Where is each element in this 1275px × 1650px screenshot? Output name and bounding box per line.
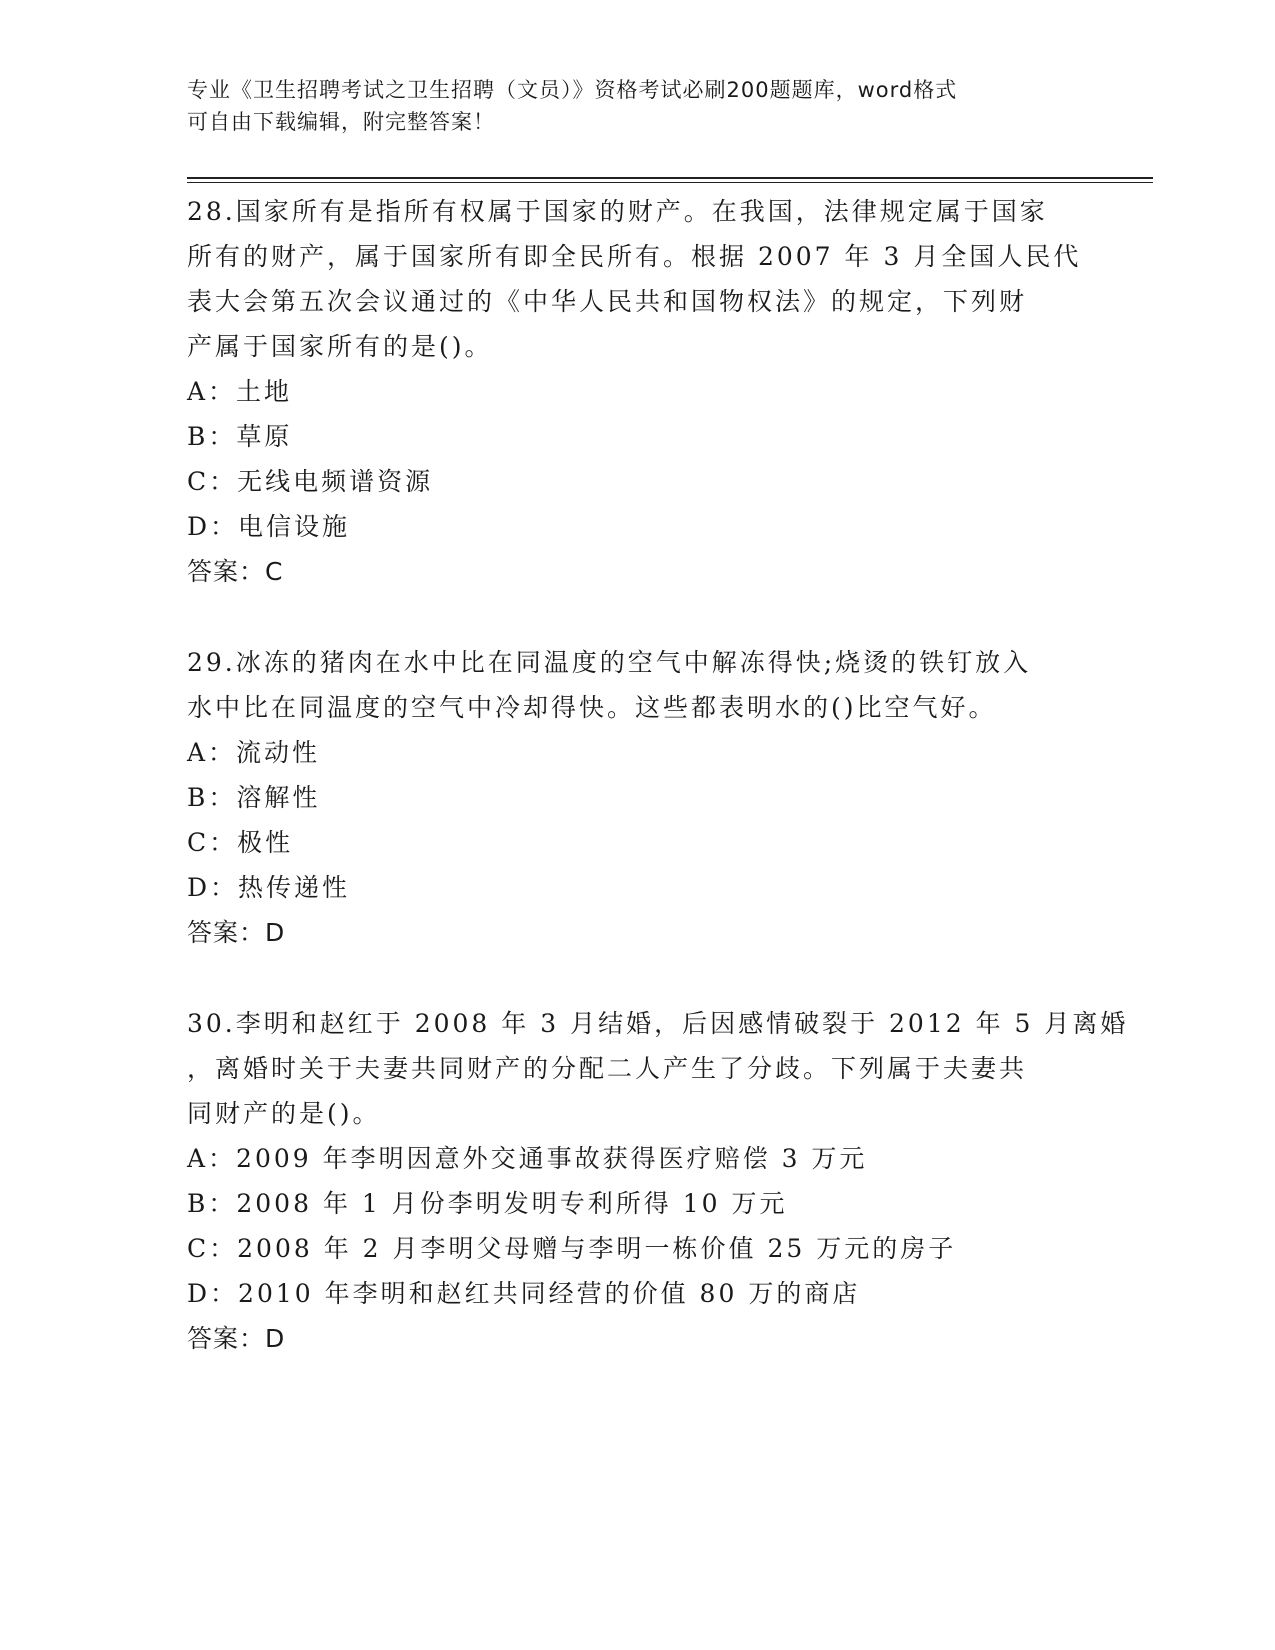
- question-29: [187, 640, 1087, 955]
- option-d: D：2010 年李明和赵红共同经营的价值 80 万的商店: [187, 1279, 861, 1308]
- answer-line: 答案：C: [187, 557, 284, 586]
- option-a: A：2009 年李明因意外交通事故获得医疗赔偿 3 万元: [187, 1144, 868, 1173]
- header-line: 可自由下载编辑，附完整答案！: [187, 110, 495, 134]
- option-d: D：热传递性: [187, 873, 351, 902]
- header-line: 专业《卫生招聘考试之卫生招聘（文员）》资格考试必刷200题题库，word格式: [187, 78, 958, 102]
- answer-line: 答案：D: [187, 1324, 286, 1353]
- option-b: B：草原: [187, 422, 293, 451]
- stem-line: 同财产的是()。: [187, 1099, 381, 1128]
- answer-line: 答案：D: [187, 918, 286, 947]
- stem-line: 29.冰冻的猪肉在水中比在同温度的空气中解冻得快;烧烫的铁钉放入: [187, 648, 1032, 677]
- option-c: C：2008 年 2 月李明父母赠与李明一栋价值 25 万元的房子: [187, 1234, 957, 1263]
- stem-line: 30.李明和赵红于 2008 年 3 月结婚，后因感情破裂于 2012 年 5 月离婚: [187, 1009, 1129, 1038]
- stem-line: 水中比在同温度的空气中冷却得快。这些都表明水的()比空气好。: [187, 693, 997, 722]
- question-28: [187, 189, 1087, 594]
- option-c: C：极性: [187, 828, 294, 857]
- question-list: [187, 189, 1129, 1361]
- option-b: B：2008 年 1 月份李明发明专利所得 10 万元: [187, 1189, 788, 1218]
- option-a: A：土地: [187, 377, 293, 406]
- header-divider-thick: [187, 177, 1153, 179]
- option-a: A：流动性: [187, 738, 321, 767]
- stem-line: 产属于国家所有的是()。: [187, 332, 493, 361]
- question-30: [187, 1001, 1129, 1361]
- stem-line: 表大会第五次会议通过的《中华人民共和国物权法》的规定，下列财: [187, 287, 1028, 316]
- option-c: C：无线电频谱资源: [187, 467, 434, 496]
- stem-line: 28.国家所有是指所有权属于国家的财产。在我国，法律规定属于国家: [187, 197, 1048, 226]
- question-stem: [187, 1001, 1129, 1136]
- question-stem: [187, 189, 1087, 369]
- option-d: D：电信设施: [187, 512, 351, 541]
- question-spacer: [187, 594, 1087, 640]
- question-spacer: [187, 955, 1087, 1001]
- stem-line: 所有的财产，属于国家所有即全民所有。根据 2007 年 3 月全国人民代: [187, 242, 1082, 271]
- stem-line: ，离婚时关于夫妻共同财产的分配二人产生了分歧。下列属于夫妻共: [187, 1054, 1028, 1083]
- header-divider-thin: [187, 182, 1153, 183]
- document-header: [187, 74, 1087, 138]
- option-b: B：溶解性: [187, 783, 321, 812]
- question-stem: [187, 640, 1087, 730]
